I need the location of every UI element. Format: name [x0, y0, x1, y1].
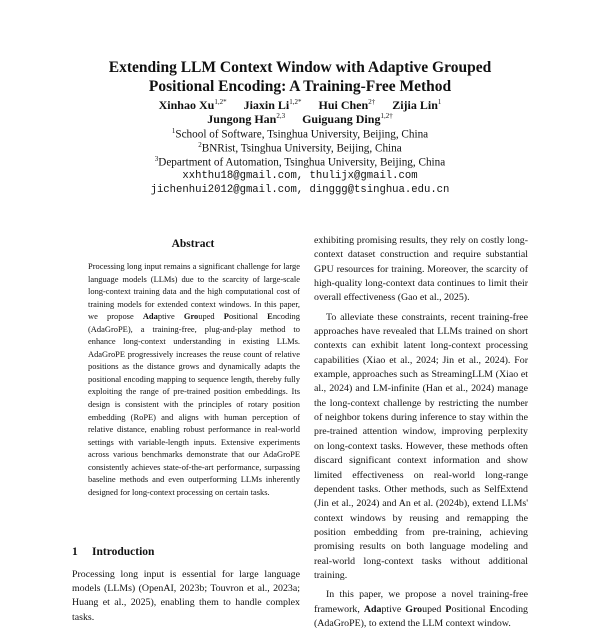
paper-title — [80, 58, 520, 96]
section-heading: 1 Introduction — [72, 546, 155, 558]
authors-row-2 — [40, 112, 560, 127]
title-line-1: Extending LLM Context Window with Adaptive Grouped — [108, 59, 492, 76]
title-line-2: Positional Encoding: A Training-Free Method — [148, 78, 452, 95]
author: Jiaxin $Li^{1,2*}$ — [243, 98, 302, 112]
affiliation: $^1$School of Software, Tsinghua University, Beijing, China — [171, 127, 429, 141]
author: Zijia Lin$^1$ — [392, 98, 442, 112]
abstract-heading: Abstract — [171, 238, 215, 250]
right-column — [314, 234, 528, 636]
paragraph: To alleviate these constraints, recent training-free approaches have revealed that LLMs trained on short contexts can exhibit latent long-context processing capabilities (Xiao et al., 2024; Jin et al., 2024). For example, approaches such as StreamingLLM (Xiao et al., 2024) and LM-infinite (Han et al., 2024) manage the long-context challenge by restricting the number of neighbor tokens during inference to stay within the pre-trained attention window, improving perplexity on long-context tasks. However, these methods often discard significant context information and show limited effectiveness on real-world long-range dependent tasks. Other methods, such as SelfExtend (Jin et al., 2024) and An et al. (2024b), extend LLMs' context windows by reusing and remapping the position embedding from pre-training, achieving promising results on both language modeling and real-world long-context tasks without additional training. — [314, 311, 528, 581]
author: Hui Chen$^{2\dagger}$ — [318, 98, 376, 112]
abstract-body: Processing long input remains a significant challenge for large language models (LLMs) due to the scarcity of large-scale long-context training data and the high computational cost of training models for extended context windows. In this paper, we propose Adaptive Grouped Positional Encoding (AdaGroPE), a training-free, plug-and-play method to enhance long-context understanding in existing LLMs. AdaGroPE progressively increases the reuse count of relative positions as the distance grows and dynamically adapts the positional encoding mapping to sequence length, thereby fully exploiting the range of pre-trained position embeddings. Its design is consistent with the principles of rotary position embedding (RoPE) and aligns with human perception of relative distance, enabling robust performance in real-world settings with variable-length inputs. Extensive experiments across various benchmarks demonstrate that our AdaGroPE consistently achieves state-of-the-art performance, surpassing baseline methods and even outperforming LLMs inherently designed for long-context processing on certain tasks. — [88, 261, 300, 497]
author: Xinhao $Xu^{1,2*}$ — [158, 98, 227, 112]
paragraph: In this paper, we propose a novel training-free framework, Adaptive Grouped Positional Encoding (AdaGroPE), to extend the LLM context window. — [314, 589, 528, 629]
affiliation: $^2$BNRist, Tsinghua University, Beijing, China — [198, 141, 402, 155]
affiliation: $^3$Department of Automation, Tsinghua University, Beijing, China — [154, 155, 446, 169]
intro-paragraph: Processing long input is essential for large language models (LLMs) (OpenAI, 2023b; Touvron et al., 2023a; Huang et al., 2025), enabling them to handle complex tasks. — [72, 569, 300, 623]
email-line: jichenhui2012@gmail.com, dinggg@tsinghua.edu.cn — [150, 184, 450, 196]
paragraph: exhibiting promising results, they rely on costly long-context dataset construction and require substantial GPU resources for training. Moreover, the scarcity of high-quality long-context data continues to limit their overall effectiveness (Gao et al., 2025). — [314, 235, 528, 304]
authors-row-1 — [40, 98, 560, 113]
author: Guiguang Ding$^{1,2\dagger}$ — [302, 112, 393, 126]
author: Jungong Han$^{2,3}$ — [207, 112, 286, 126]
email-line: xxhthu18@gmail.com, thulijx@gmail.com — [182, 170, 418, 182]
